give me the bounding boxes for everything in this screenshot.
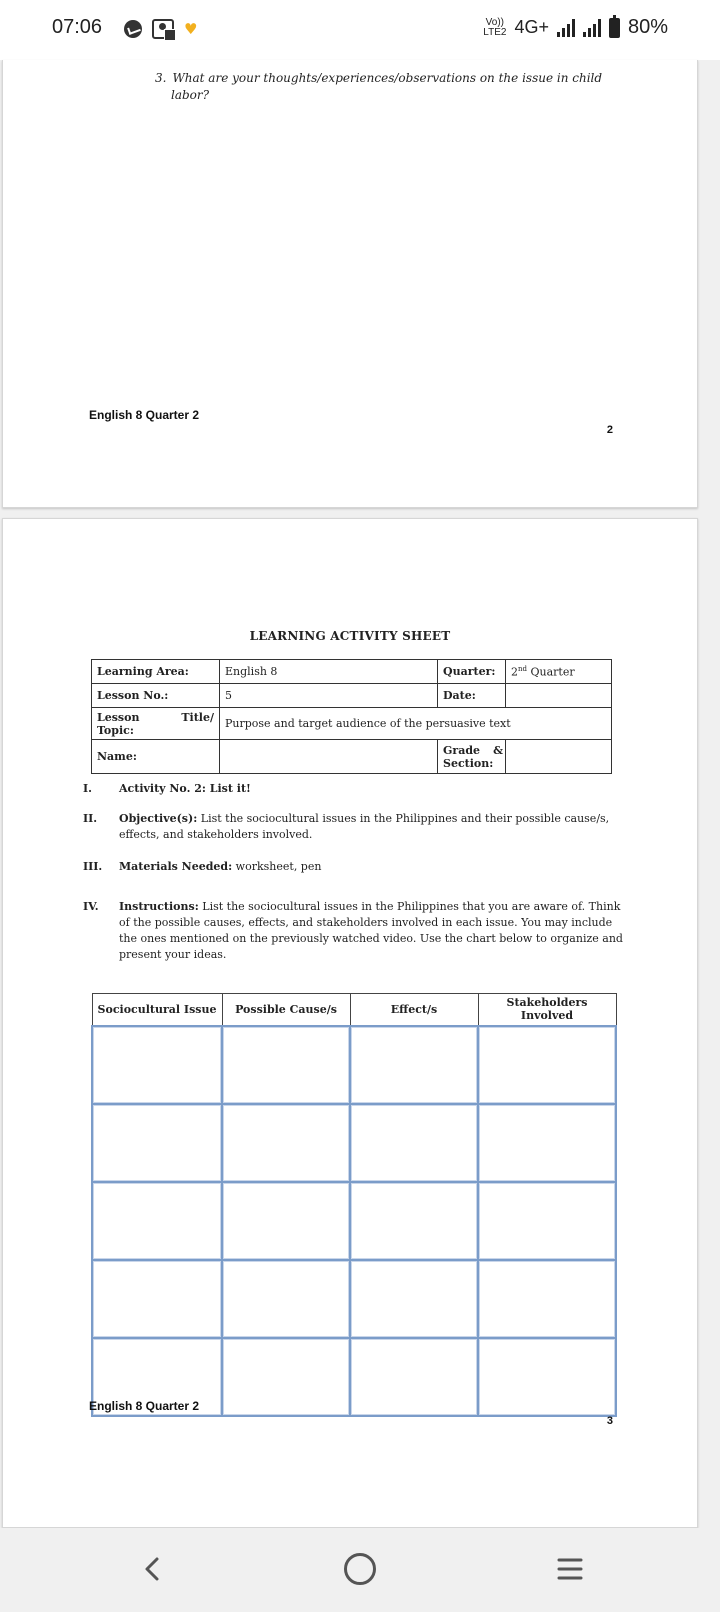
chart-header-issue: Sociocultural Issue — [92, 994, 222, 1026]
page-number: 2 — [606, 424, 613, 436]
battery-percent: 80% — [627, 16, 668, 38]
recent-apps-icon[interactable] — [556, 1555, 584, 1583]
quarter-value: 2nd Quarter — [506, 660, 612, 684]
chart-cell[interactable] — [350, 1104, 478, 1182]
chart-header-effects: Effect/s — [350, 994, 478, 1026]
volte-indicator: Vo)) LTE2 — [483, 16, 507, 38]
chart-cell[interactable] — [350, 1026, 478, 1104]
chart-header-stakeholders: Stakeholders Involved — [478, 994, 616, 1026]
chart-row — [92, 1026, 616, 1104]
chart-row — [92, 1182, 616, 1260]
chart-cell[interactable] — [222, 1182, 350, 1260]
home-icon[interactable] — [344, 1553, 376, 1585]
chart-cell[interactable] — [478, 1260, 616, 1338]
section-activity: I. Activity No. 2: List it! — [83, 782, 251, 795]
chart-cell[interactable] — [222, 1260, 350, 1338]
chart-cell[interactable] — [92, 1104, 222, 1182]
lesson-title-value: Purpose and target audience of the persuasive text — [220, 708, 612, 740]
signal-icon — [583, 19, 601, 37]
navigation-bar — [0, 1528, 720, 1612]
chart-cell[interactable] — [222, 1104, 350, 1182]
page-footer: English 8 Quarter 2 — [89, 1399, 200, 1413]
page-footer: English 8 Quarter 2 — [89, 408, 200, 422]
chart-cell[interactable] — [478, 1104, 616, 1182]
battery-icon — [609, 18, 620, 38]
sheet-title: LEARNING ACTIVITY SHEET — [249, 629, 451, 643]
section-objectives: II. Objective(s): List the sociocultural issues in the Philippines and their possible cause/s, effects, and stakeholders involved. — [83, 812, 610, 841]
network-type: 4G+ — [514, 17, 549, 37]
document-page-3[interactable] — [2, 518, 698, 1528]
question-3: 3. What are your thoughts/experiences/observations on the issue in child labor? — [155, 71, 603, 102]
chart-cell[interactable] — [350, 1260, 478, 1338]
status-bar — [0, 0, 720, 60]
grade-section-label: Grade & Section: — [438, 740, 506, 774]
section-instructions: IV. Instructions: List the sociocultural issues in the Philippines that you are aware of. Think of the possible causes, effects, and stakeholders involved in each issue. You may include the ones mentioned on the previously watched video. Use the chart below to organize and present your ideas. — [83, 900, 623, 961]
section-materials: III. Materials Needed: worksheet, pen — [83, 860, 322, 873]
chart-cell[interactable] — [92, 1182, 222, 1260]
document-page-2[interactable] — [2, 60, 698, 508]
chart-cell[interactable] — [350, 1182, 478, 1260]
issues-chart-table — [91, 993, 617, 1417]
name-field[interactable] — [220, 740, 438, 774]
chart-cell[interactable] — [222, 1338, 350, 1416]
chart-cell[interactable] — [92, 1260, 222, 1338]
back-icon[interactable] — [140, 1556, 166, 1582]
name-label: Name: — [92, 740, 220, 774]
lesson-no-label: Lesson No.: — [92, 684, 220, 708]
learning-area-value: English 8 — [220, 660, 438, 684]
chart-cell[interactable] — [478, 1026, 616, 1104]
contact-app-icon — [152, 19, 174, 39]
heart-icon: ♥ — [184, 20, 198, 38]
date-field[interactable] — [506, 684, 612, 708]
learning-area-label: Learning Area: — [92, 660, 220, 684]
system-indicators — [483, 16, 668, 39]
chart-cell[interactable] — [350, 1338, 478, 1416]
chart-header-causes: Possible Cause/s — [222, 994, 350, 1026]
status-time: 07:06 — [52, 16, 103, 38]
quarter-label: Quarter: — [438, 660, 506, 684]
chart-row — [92, 1260, 616, 1338]
notification-icons — [124, 19, 197, 39]
lesson-no-value: 5 — [220, 684, 438, 708]
chart-cell[interactable] — [92, 1026, 222, 1104]
page-number: 3 — [606, 1415, 613, 1427]
grade-section-field[interactable] — [506, 740, 612, 774]
lesson-info-table — [91, 659, 612, 774]
chart-cell[interactable] — [222, 1026, 350, 1104]
lesson-title-label: Lesson Title/ Topic: — [92, 708, 220, 740]
chart-cell[interactable] — [478, 1338, 616, 1416]
chart-row — [92, 1104, 616, 1182]
signal-icon — [557, 19, 575, 37]
chart-cell[interactable] — [478, 1182, 616, 1260]
date-label: Date: — [438, 684, 506, 708]
messenger-icon — [124, 20, 142, 38]
